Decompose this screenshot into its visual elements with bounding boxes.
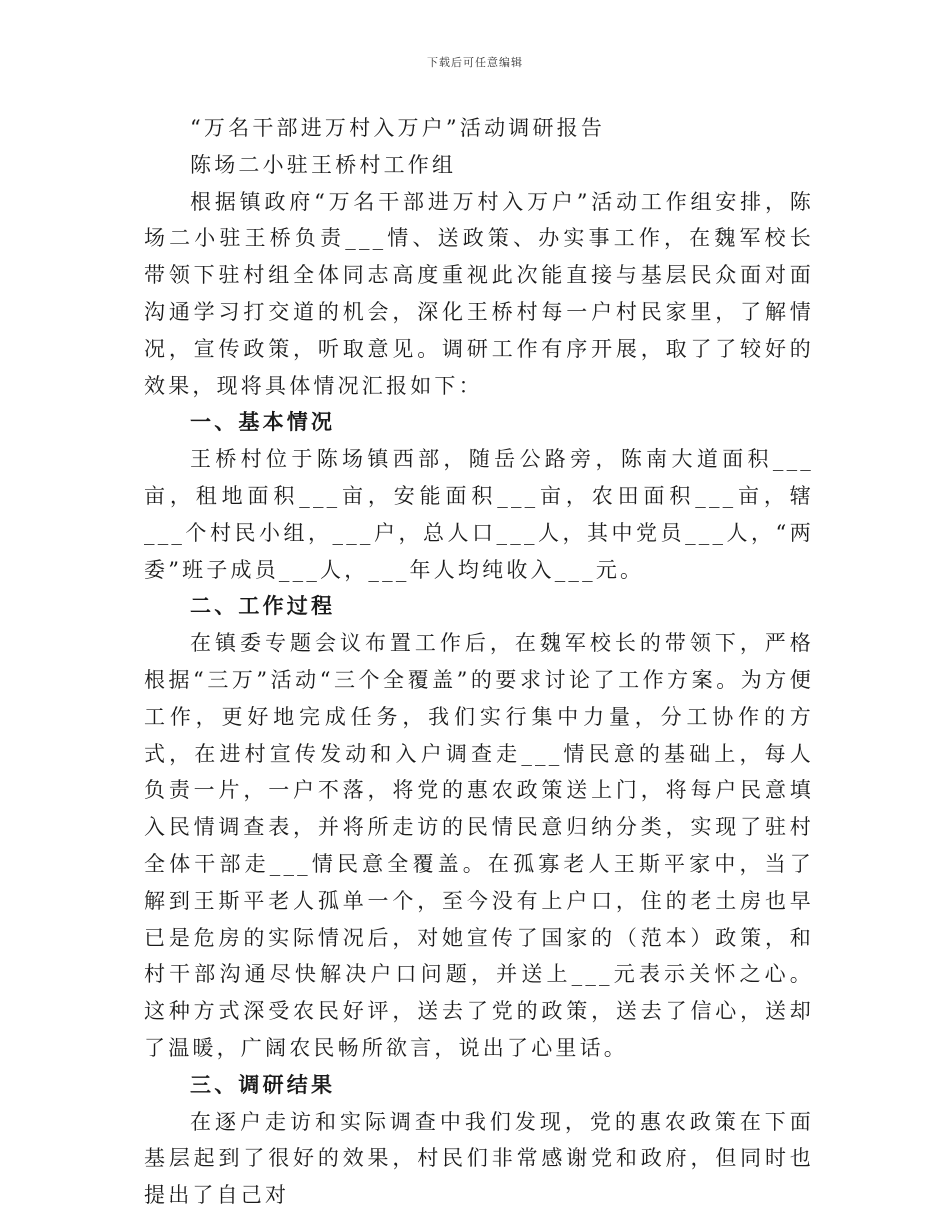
section-body-basic: 王桥村位于陈场镇西部，随岳公路旁，陈南大道面积___亩，租地面积___亩，安能面积___亩，农田面积___亩，辖___个村民小组，___户，总人口___人，其中党员___人，“两委”班子成员___人，___年人均纯收入___元。: [144, 447, 814, 582]
section-heading-basic: 一、基本情况: [190, 409, 336, 435]
document-title: “万名干部进万村入万户”活动调研报告: [190, 116, 606, 140]
header-note: 下载后可任意编辑: [427, 56, 523, 69]
section-body-process: 在镇委专题会议布置工作后，在魏军校长的带领下，严格根据“三万”活动“三个全覆盖”的要求讨论了工作方案。为方便工作，更好地完成任务，我们实行集中力量，分工协作的方式，在进村宣传发动和入户调查走___情民意的基础上，每人负责一片，一户不落，将党的惠农政策送上门，将每户民意填入民情调查表，并将所走访的民情民意归纳分类，实现了驻村全体干部走___情民意全覆盖。在孤寡老人王斯平家中，当了解到王斯平老人孤单一个，至今没有上户口，住的老土房也早已是危房的实际情况后，对她宣传了国家的（范本）政策，和村干部沟通尽快解决户口问题，并送上___元表示关怀之心。这种方式深受农民好评，送去了党的政策，送去了信心，送却了温暖，广阔农民畅所欲言，说出了心里话。: [144, 631, 814, 1060]
document-body: [144, 110, 814, 1214]
intro-paragraph: 根据镇政府“万名干部进万村入万户”活动工作组安排，陈场二小驻王桥负责___情、送政策、办实事工作，在魏军校长带领下驻村组全体同志高度重视此次能直接与基层民众面对面沟通学习打交道的机会，深化王桥村每一户村民家里，了解情况，宣传政策，听取意见。调研工作有序开展，取了了较好的效果，现将具体情况汇报如下：: [144, 189, 814, 398]
document-subtitle: 陈场二小驻王桥村工作组: [190, 152, 457, 177]
section-heading-process: 二、工作过程: [190, 593, 336, 619]
section-heading-results: 三、调研结果: [190, 1071, 336, 1097]
section-body-results: 在逐户走访和实际调查中我们发现，党的惠农政策在下面基层起到了很好的效果，村民们非常感谢党和政府，但同时也提出了自己对: [144, 1109, 814, 1208]
